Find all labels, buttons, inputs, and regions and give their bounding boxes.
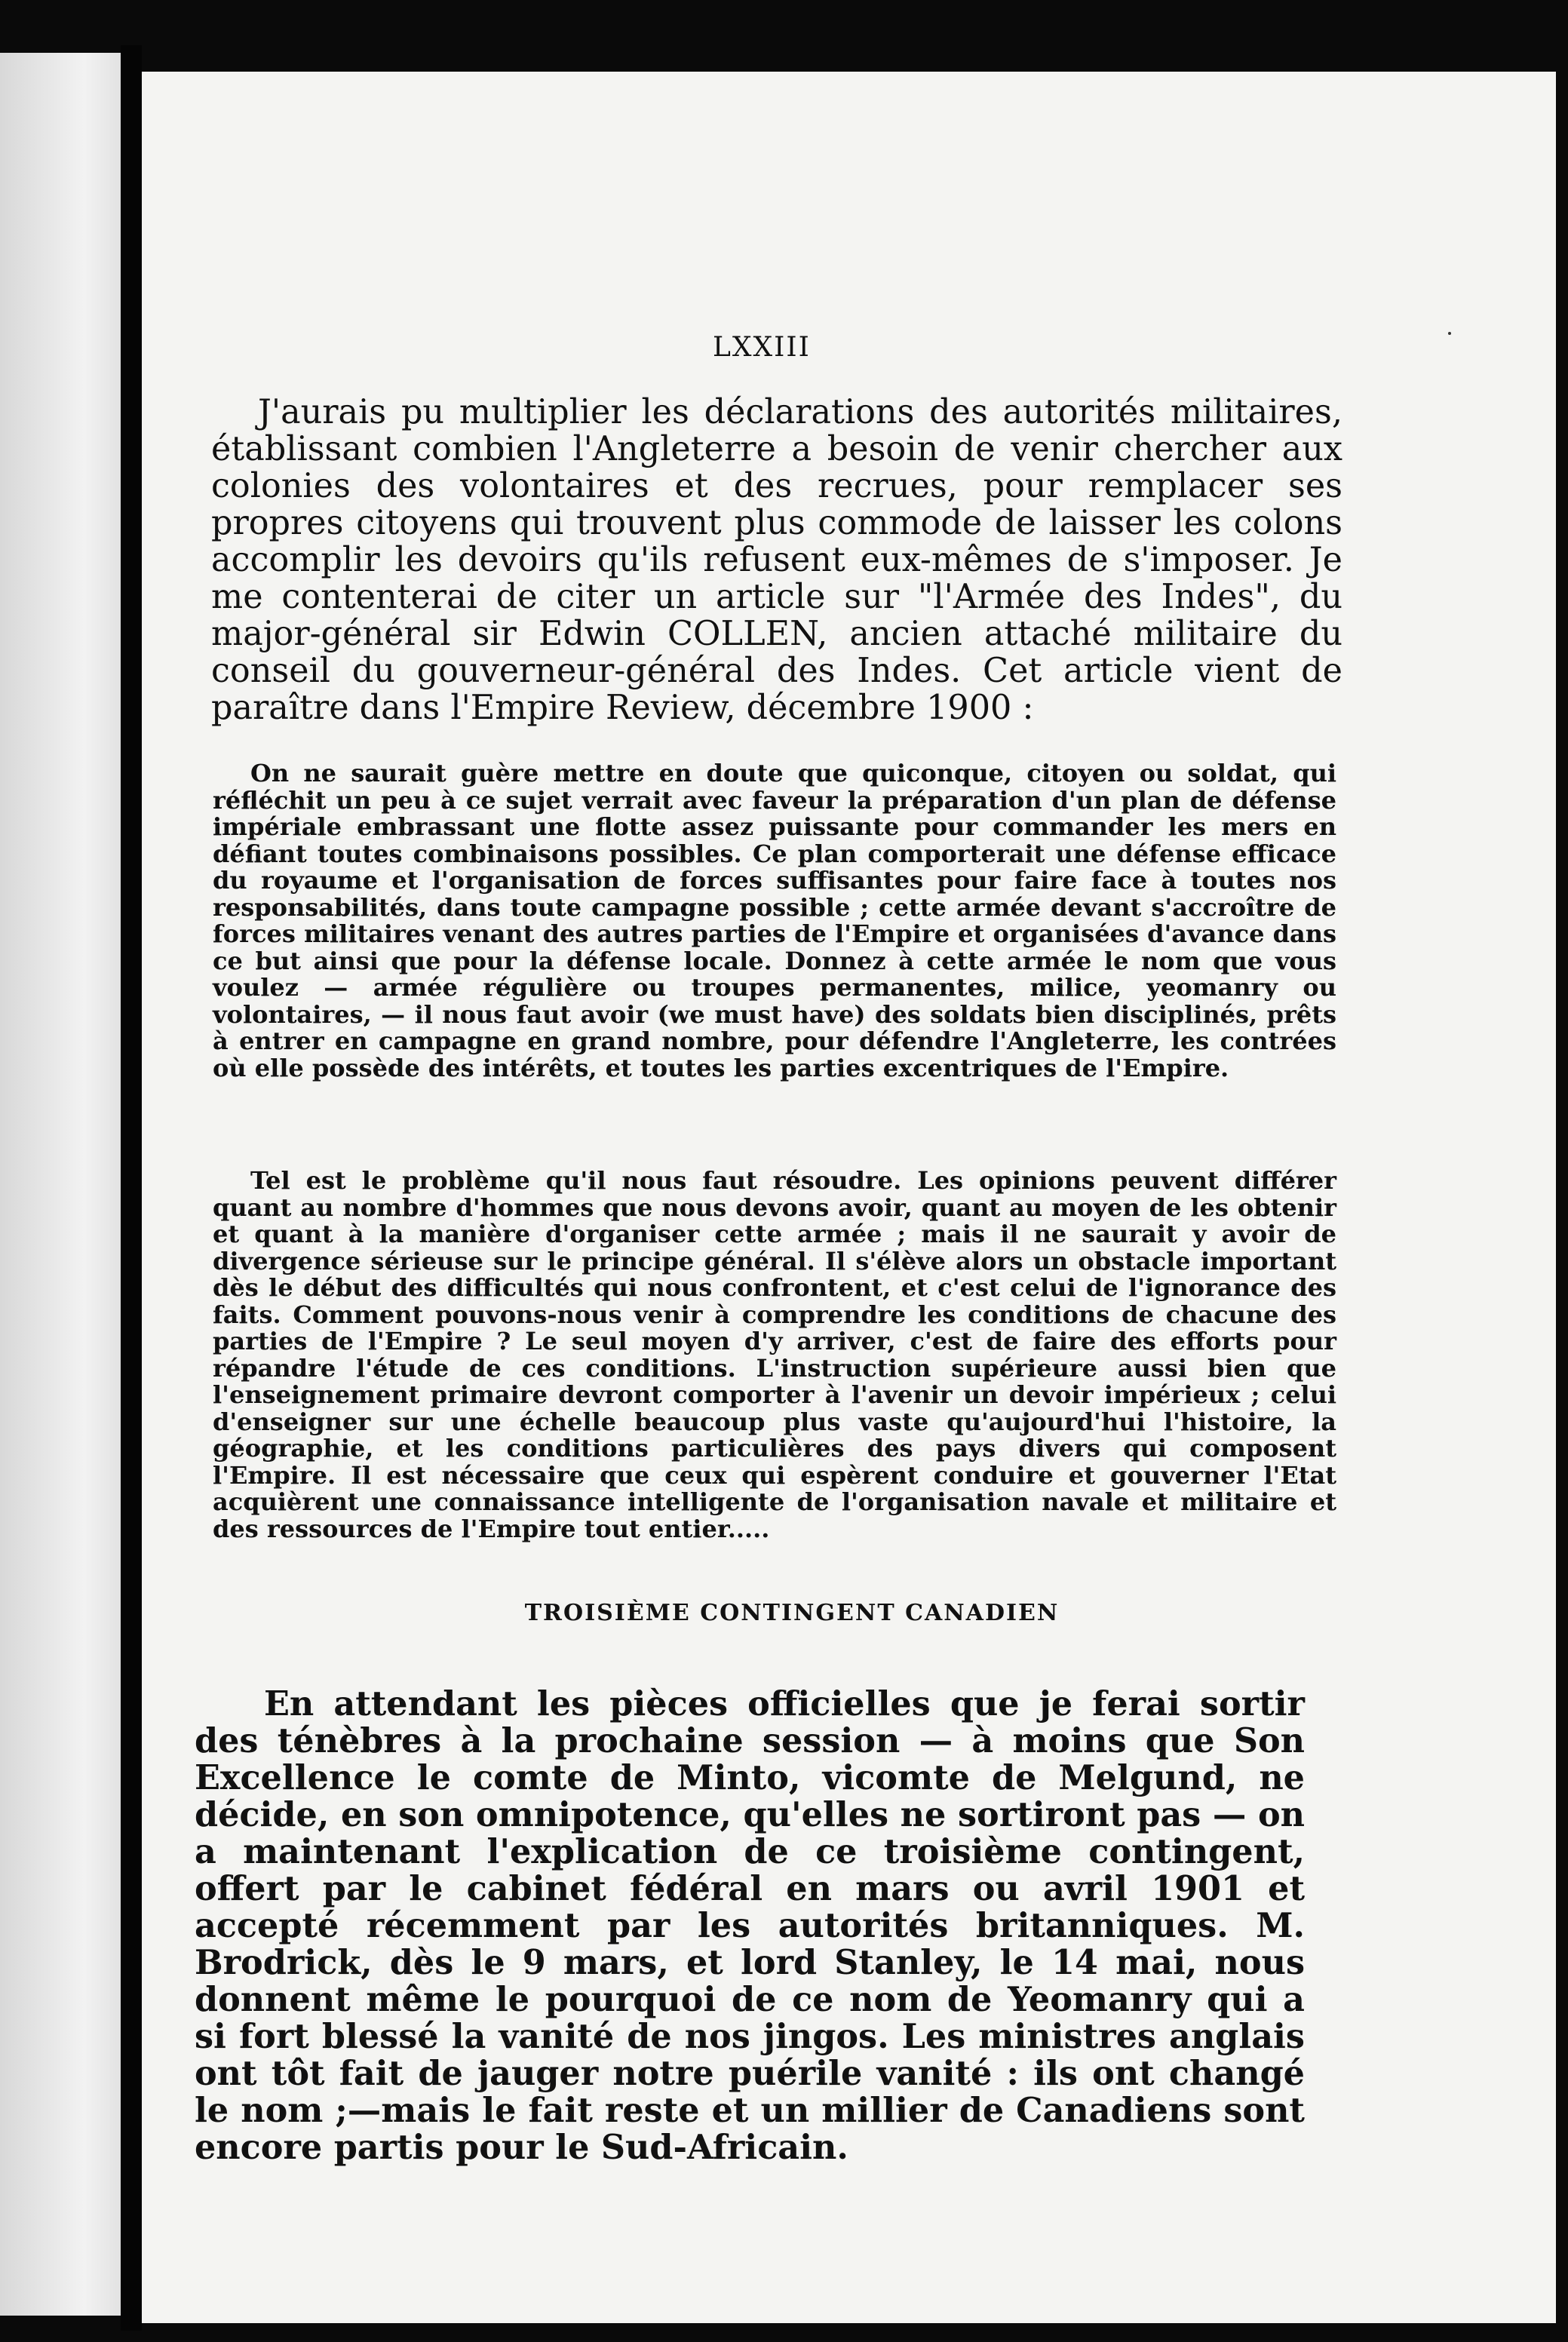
section-heading: TROISIÈME CONTINGENT CANADIEN [524,1600,1060,1626]
book-gutter [121,45,142,2331]
page-number: LXXIII [713,332,811,363]
intro-paragraph: J'aurais pu multiplier les déclarations des autorités militaires, établissant combien l'Angleterre a besoin de venir chercher aux colonies des volontaires et des recrues, pour remplacer ses propres citoyens qui trouvent plus commode de laisser les colons accomplir les devoirs qu'ils refusent eux-mêmes de s'imposer. Je me contenterai de citer un article sur "l'Armée des Indes", du major-général sir Edwin COLLEN, ancien attaché militaire du conseil du gouverneur-général des Indes. Cet article vient de paraître dans l'Empire Review, décembre 1900 : [211,393,1342,727]
facing-page-edge [0,53,121,2316]
quote-paragraph-2: Tel est le problème qu'il nous faut résoudre. Les opinions peuvent différer quant au nombre d'hommes que nous devons avoir, quant au moyen de les obtenir et quant à la manière d'organiser cette armée ; mais il ne saurait y avoir de divergence sérieuse sur le principe général. Il s'élève alors un obstacle important dès le début des difficultés qui nous confrontent, et c'est celui de l'ignorance des faits. Comment pouvons-nous venir à comprendre les conditions de chacune des parties de l'Empire ? Le seul moyen d'y arriver, c'est de faire des efforts pour répandre l'étude de ces conditions. L'instruction supérieure aussi bien que l'enseignement primaire devront comporter à l'avenir un devoir impérieux ; celui d'enseigner sur une échelle beaucoup plus vaste qu'aujourd'hui l'histoire, la géographie, et les conditions particulières des pays divers qui composent l'Empire. Il est nécessaire que ceux qui espèrent conduire et gouverner l'Etat acquièrent une connaissance intelligente de l'organisation navale et militaire et des ressources de l'Empire tout entier..... [213,1166,1336,1543]
scan-speck [1448,332,1451,335]
quote-paragraph-1: On ne saurait guère mettre en doute que quiconque, citoyen ou soldat, qui réfléchit un peu à ce sujet verrait avec faveur la préparation d'un plan de défense impériale embrassant une flotte assez puissante pour commander les mers en défiant toutes combinaisons possibles. Ce plan comporterait une défense efficace du royaume et l'organisation de forces suffisantes pour faire face à toutes nos responsabilités, dans toute campagne possible ; cette armée devant s'accroître de forces militaires venant des autres parties de l'Empire et organisées d'avance dans ce but ainsi que pour la défense locale. Donnez à cette armée le nom que vous voulez — armée régulière ou troupes permanentes, milice, yeomanry ou volontaires, — il nous faut avoir (we must have) des soldats bien disciplinés, prêts à entrer en campagne en grand nombre, pour défendre l'Angleterre, les contrées où elle possède des intérêts, et toutes les parties excentriques de l'Empire. [213,759,1336,1082]
closing-paragraph: En attendant les pièces officielles que je ferai sortir des ténèbres à la prochaine session — à moins que Son Excellence le comte de Minto, vicomte de Melgund, ne décide, en son omnipotence, qu'elles ne sortiront pas — on a maintenant l'explication de ce troisième contingent, offert par le cabinet fédéral en mars ou avril 1901 et accepté récemment par les autorités britanniques. M. Brodrick, dès le 9 mars, et lord Stanley, le 14 mai, nous donnent même le pourquoi de ce nom de Yeomanry qui a si fort blessé la vanité de nos jingos. Les ministres anglais ont tôt fait de jauger notre puérile vanité : ils ont changé le nom ;—mais le fait reste et un millier de Canadiens sont encore partis pour le Sud-Africain. [195,1684,1305,2167]
